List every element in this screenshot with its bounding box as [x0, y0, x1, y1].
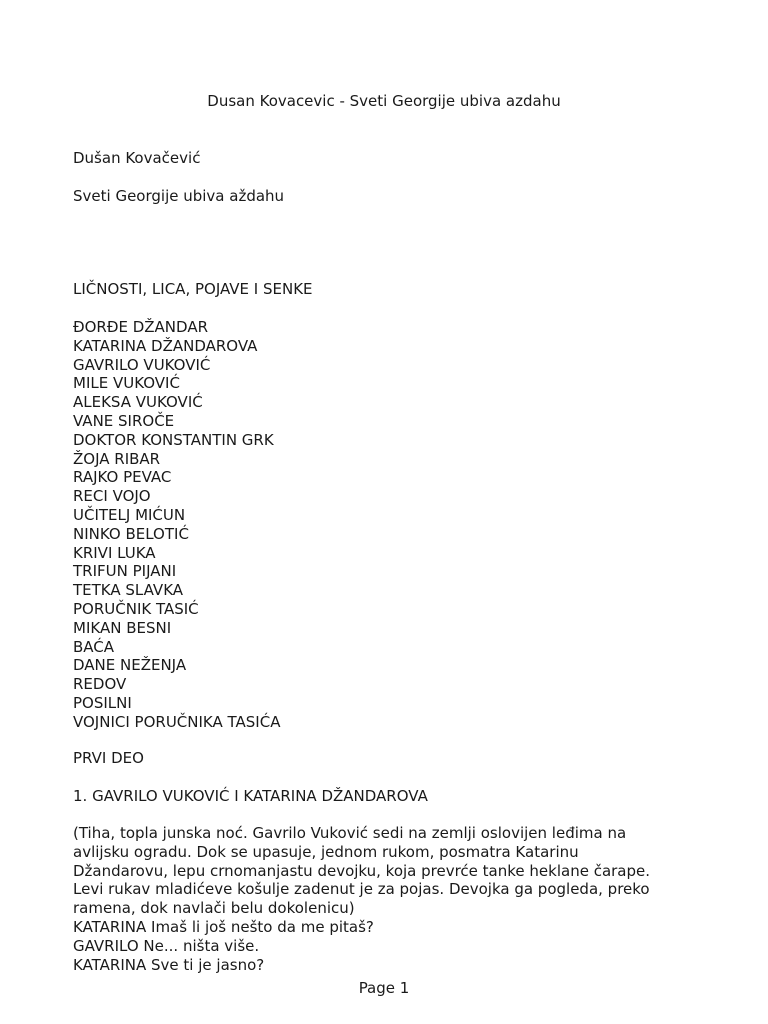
cast-item: BAĆA [73, 637, 115, 656]
scene-heading [73, 787, 713, 806]
cast-item: PORUČNIK TASIĆ [73, 599, 199, 618]
part-line: PRVI DEO [73, 749, 144, 767]
author-line: Dušan Kovačević [73, 149, 201, 167]
cast-item: KATARINA DŽANDAROVA [73, 336, 258, 355]
stage-direction-line: Levi rukav mladićeve košulje zadenut je za pojas. Devojka ga pogleda, preko [73, 880, 650, 899]
cast-item: RAJKO PEVAC [73, 468, 172, 487]
page-number: Page 1 [358, 979, 410, 997]
cast-item: ŽOJA RIBAR [73, 449, 161, 468]
cast-item: ALEKSA VUKOVIĆ [73, 393, 203, 412]
stage-direction-line: avlijsku ogradu. Dok se upasuje, jednom rukom, posmatra Katarinu [73, 842, 579, 861]
cast-item: POSILNI [73, 693, 132, 712]
stage-direction-line: ramena, dok navlači belu dokolenicu) [73, 899, 355, 918]
cast-item: UČITELJ MIĆUN [73, 505, 186, 524]
cast-item: DANE NEŽENJA [73, 656, 187, 675]
cast-item: VOJNICI PORUČNIKA TASIĆA [73, 712, 281, 731]
cast-list [73, 318, 713, 732]
cast-item: NINKO BELOTIĆ [73, 524, 189, 543]
cast-item: TETKA SLAVKA [73, 581, 184, 600]
author-name [73, 149, 713, 168]
cast-heading-line: LIČNOSTI, LICA, POJAVE I SENKE [73, 280, 313, 298]
page-header: Dusan Kovacevic - Sveti Georgije ubiva azdahu [207, 92, 561, 110]
cast-heading [73, 280, 713, 299]
stage-direction-line: Džandarovu, lepu crnomanjastu devojku, koja prevrće tanke heklane čarape. [73, 861, 651, 880]
play-title [73, 187, 713, 206]
part-heading [73, 749, 713, 768]
cast-item: VANE SIROČE [73, 411, 175, 430]
cast-item: DOKTOR KONSTANTIN GRK [73, 430, 274, 449]
cast-item: ĐORĐE DŽANDAR [73, 318, 208, 336]
cast-item: REDOV [73, 675, 127, 694]
cast-item: TRIFUN PIJANI [73, 562, 177, 581]
cast-item: MILE VUKOVIĆ [73, 374, 180, 393]
dialogue-line: GAVRILO Ne... ništa više. [73, 936, 260, 955]
stage-direction-line: (Tiha, topla junska noć. Gavrilo Vuković sedi na zemlji oslovijen leđima na [73, 824, 627, 842]
dialogue-line: KATARINA Imaš li još nešto da me pitaš? [73, 917, 374, 936]
dialogue-line: KATARINA Sve ti je jasno? [73, 955, 265, 974]
cast-item: GAVRILO VUKOVIĆ [73, 355, 211, 374]
scene-line: 1. GAVRILO VUKOVIĆ I KATARINA DŽANDAROVA [73, 787, 428, 805]
cast-item: KRIVI LUKA [73, 543, 156, 562]
play-text [73, 824, 713, 974]
cast-item: RECI VOJO [73, 487, 151, 506]
cast-item: MIKAN BESNI [73, 618, 172, 637]
title-line: Sveti Georgije ubiva aždahu [73, 187, 285, 205]
